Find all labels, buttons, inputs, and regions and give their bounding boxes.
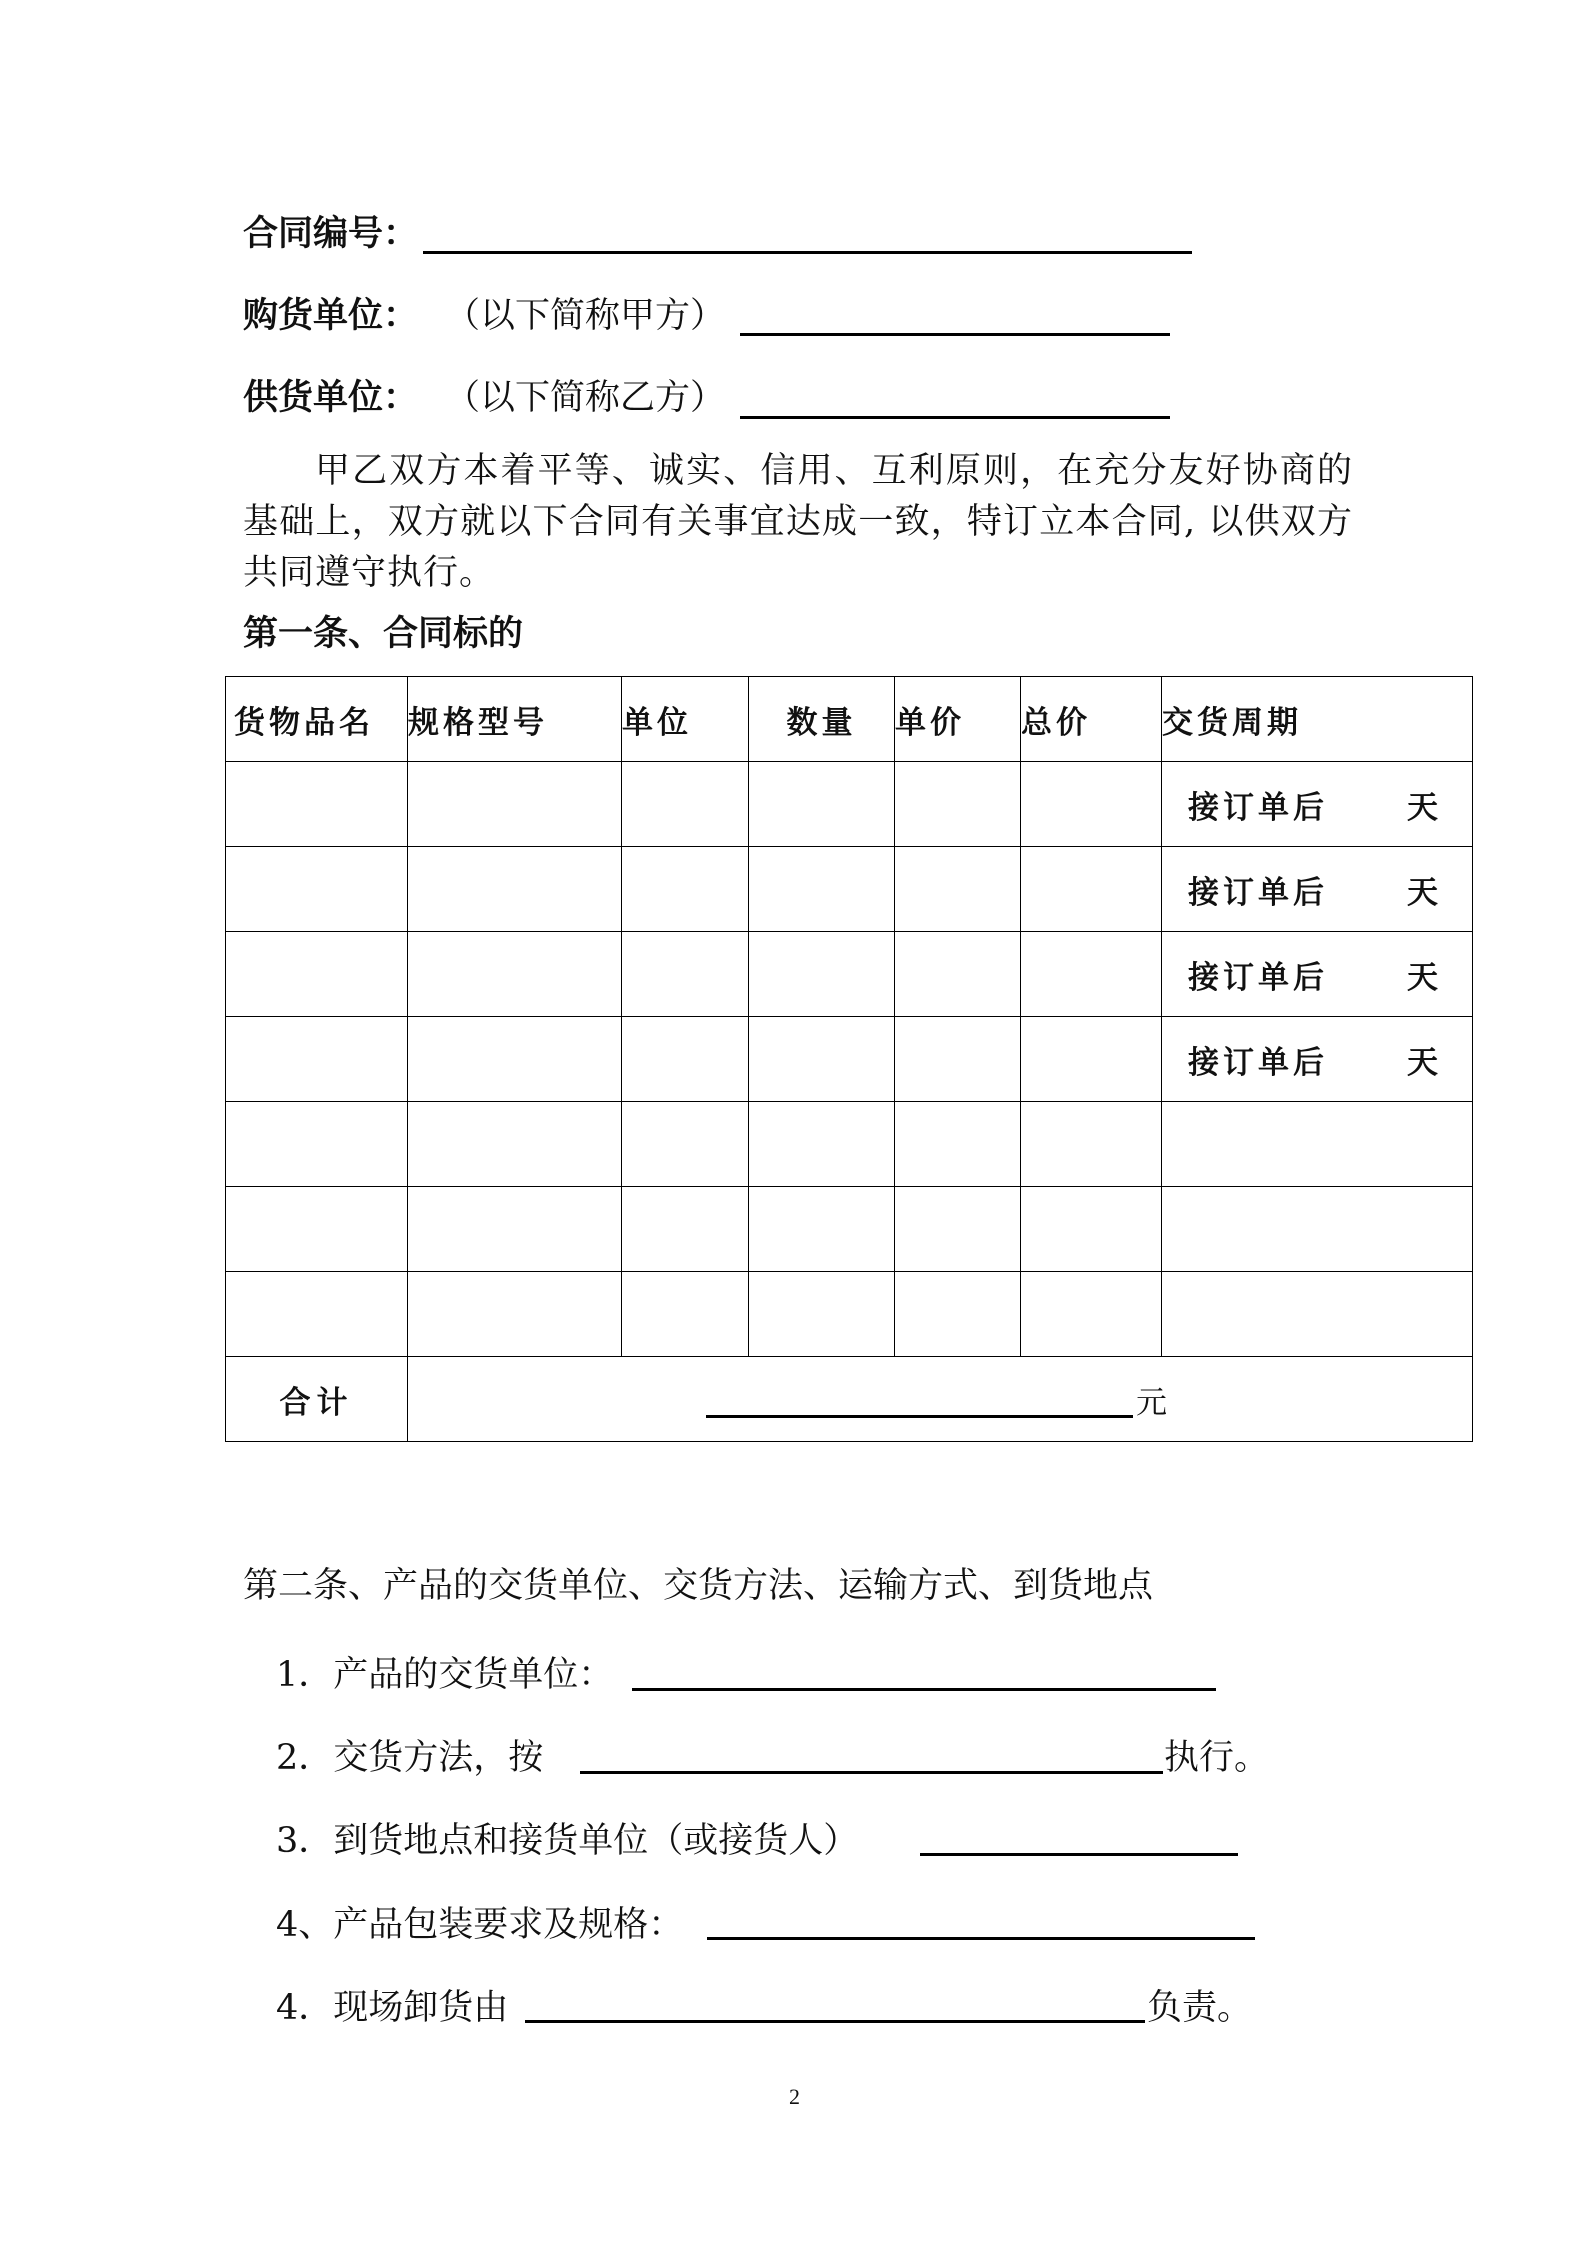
- delivery-period-cell[interactable]: [1162, 1272, 1473, 1357]
- period-prefix: 接订单后: [1188, 874, 1328, 911]
- table-cell[interactable]: [408, 847, 622, 932]
- item-number: 1．: [276, 1655, 334, 1695]
- intro-text: 甲乙双方本着平等、诚实、信用、互利原则，在充分友好协商的基础上，双方就以下合同有关事宜达成一致，特订立本合同, 以供双方共同遵守执行。: [243, 451, 1353, 593]
- delivery-period-cell[interactable]: [1162, 847, 1473, 932]
- seller-note: （以下简称乙方）: [445, 378, 726, 418]
- item-text: 产品包装要求及规格：: [333, 1905, 684, 1945]
- delivery-period-cell[interactable]: [1162, 1187, 1473, 1272]
- table-cell[interactable]: [622, 1102, 749, 1187]
- column-header: 货物品名: [226, 677, 408, 762]
- arrival-location-field[interactable]: [920, 1853, 1238, 1856]
- packaging-field[interactable]: [707, 1937, 1255, 1940]
- table-cell[interactable]: [226, 1017, 408, 1102]
- item-5-suffix: 负责。: [1147, 1988, 1253, 2028]
- table-cell[interactable]: [226, 932, 408, 1017]
- table-cell[interactable]: [1021, 1017, 1162, 1102]
- delivery-period: [1162, 952, 1472, 997]
- table-cell[interactable]: [749, 932, 895, 1017]
- item-1: [276, 1655, 613, 1695]
- table-row: [226, 932, 1473, 1017]
- period-prefix: 接订单后: [1188, 1044, 1328, 1081]
- period-suffix: 天: [1407, 874, 1442, 911]
- total-amount-field[interactable]: [706, 1415, 1133, 1418]
- item-4: [276, 1905, 683, 1945]
- total-amount-cell[interactable]: [408, 1357, 1473, 1442]
- table-cell[interactable]: [895, 1102, 1021, 1187]
- table-cell[interactable]: [408, 932, 622, 1017]
- table-cell[interactable]: [749, 1272, 895, 1357]
- item-number: 4．: [276, 1988, 334, 2028]
- table-cell[interactable]: [622, 847, 749, 932]
- table-cell[interactable]: [895, 932, 1021, 1017]
- table-cell[interactable]: [622, 762, 749, 847]
- table-cell[interactable]: [622, 1272, 749, 1357]
- table-row: [226, 1272, 1473, 1357]
- table-cell[interactable]: [1021, 1187, 1162, 1272]
- table-cell[interactable]: [895, 847, 1021, 932]
- section2-title: 第二条、产品的交货单位、交货方法、运输方式、到货地点: [243, 1566, 1154, 1606]
- item-text: 到货地点和接货单位（或接货人）: [333, 1821, 859, 1861]
- table-cell[interactable]: [1021, 1102, 1162, 1187]
- table-cell[interactable]: [1021, 847, 1162, 932]
- item-text: 产品的交货单位：: [333, 1655, 614, 1695]
- table-cell[interactable]: [408, 1272, 622, 1357]
- item-number: 4、: [276, 1905, 334, 1945]
- table-cell[interactable]: [226, 847, 408, 932]
- table-row: [226, 1187, 1473, 1272]
- column-header: 交货周期: [1162, 677, 1473, 762]
- table-cell[interactable]: [1021, 1272, 1162, 1357]
- period-suffix: 天: [1407, 789, 1442, 826]
- item-5: [276, 1988, 508, 2028]
- delivery-method-field[interactable]: [580, 1771, 1163, 1774]
- table-cell[interactable]: [226, 1272, 408, 1357]
- table-cell[interactable]: [226, 762, 408, 847]
- table-cell[interactable]: [622, 1017, 749, 1102]
- intro-paragraph: [243, 446, 1353, 599]
- delivery-period-cell[interactable]: [1162, 1102, 1473, 1187]
- table-row: [226, 762, 1473, 847]
- delivery-period: [1162, 1037, 1472, 1082]
- table-cell[interactable]: [1021, 932, 1162, 1017]
- item-3: [276, 1821, 858, 1861]
- seller-label: 供货单位：: [243, 377, 419, 418]
- item-text: 现场卸货由: [333, 1988, 509, 2028]
- table-header-row: [226, 677, 1473, 762]
- period-prefix: 接订单后: [1188, 959, 1328, 996]
- table-cell[interactable]: [226, 1187, 408, 1272]
- item-text: 交货方法，按: [333, 1738, 544, 1778]
- table-cell[interactable]: [749, 762, 895, 847]
- column-header: 数量: [749, 677, 895, 762]
- table-cell[interactable]: [749, 847, 895, 932]
- column-header: 单价: [895, 677, 1021, 762]
- period-suffix: 天: [1407, 959, 1442, 996]
- total-row: [226, 1357, 1473, 1442]
- section1-title: 第一条、合同标的: [243, 613, 524, 654]
- goods-table: [225, 676, 1473, 1442]
- item-number: 3．: [276, 1821, 334, 1861]
- table-cell[interactable]: [1021, 762, 1162, 847]
- table-cell[interactable]: [895, 762, 1021, 847]
- period-prefix: 接订单后: [1188, 789, 1328, 826]
- delivery-period: [1162, 867, 1472, 912]
- seller-field[interactable]: [740, 416, 1170, 419]
- delivery-period-cell[interactable]: [1162, 1017, 1473, 1102]
- table-cell[interactable]: [408, 762, 622, 847]
- column-header: 单位: [622, 677, 749, 762]
- table-cell[interactable]: [408, 1102, 622, 1187]
- table-cell[interactable]: [408, 1017, 622, 1102]
- table-cell[interactable]: [895, 1187, 1021, 1272]
- contract-number-field[interactable]: [423, 251, 1192, 254]
- period-suffix: 天: [1407, 1044, 1442, 1081]
- table-cell[interactable]: [749, 1102, 895, 1187]
- column-header: 总价: [1021, 677, 1162, 762]
- page-number: 2: [789, 2084, 800, 2109]
- delivery-period-cell[interactable]: [1162, 762, 1473, 847]
- delivery-period-cell[interactable]: [1162, 932, 1473, 1017]
- table-row: [226, 1017, 1473, 1102]
- buyer-label: 购货单位：: [243, 295, 419, 336]
- table-row: [226, 847, 1473, 932]
- column-header: 规格型号: [408, 677, 622, 762]
- total-unit: 元: [1136, 1385, 1167, 1421]
- table-cell[interactable]: [895, 1272, 1021, 1357]
- buyer-note: （以下简称甲方）: [445, 296, 726, 336]
- table-cell[interactable]: [895, 1017, 1021, 1102]
- item-2-suffix: 执行。: [1164, 1738, 1270, 1778]
- contract-number-label: 合同编号：: [243, 213, 419, 254]
- buyer-field[interactable]: [740, 333, 1170, 336]
- delivery-unit-field[interactable]: [632, 1688, 1216, 1691]
- unloading-field[interactable]: [525, 2020, 1145, 2023]
- table-cell[interactable]: [622, 932, 749, 1017]
- delivery-period: [1162, 782, 1472, 827]
- table-cell[interactable]: [622, 1187, 749, 1272]
- item-number: 2．: [276, 1738, 334, 1778]
- table-row: [226, 1102, 1473, 1187]
- table-cell[interactable]: [749, 1187, 895, 1272]
- table-cell[interactable]: [749, 1017, 895, 1102]
- item-2: [276, 1738, 543, 1778]
- table-cell[interactable]: [408, 1187, 622, 1272]
- table-cell[interactable]: [226, 1102, 408, 1187]
- total-label: 合计: [226, 1357, 408, 1442]
